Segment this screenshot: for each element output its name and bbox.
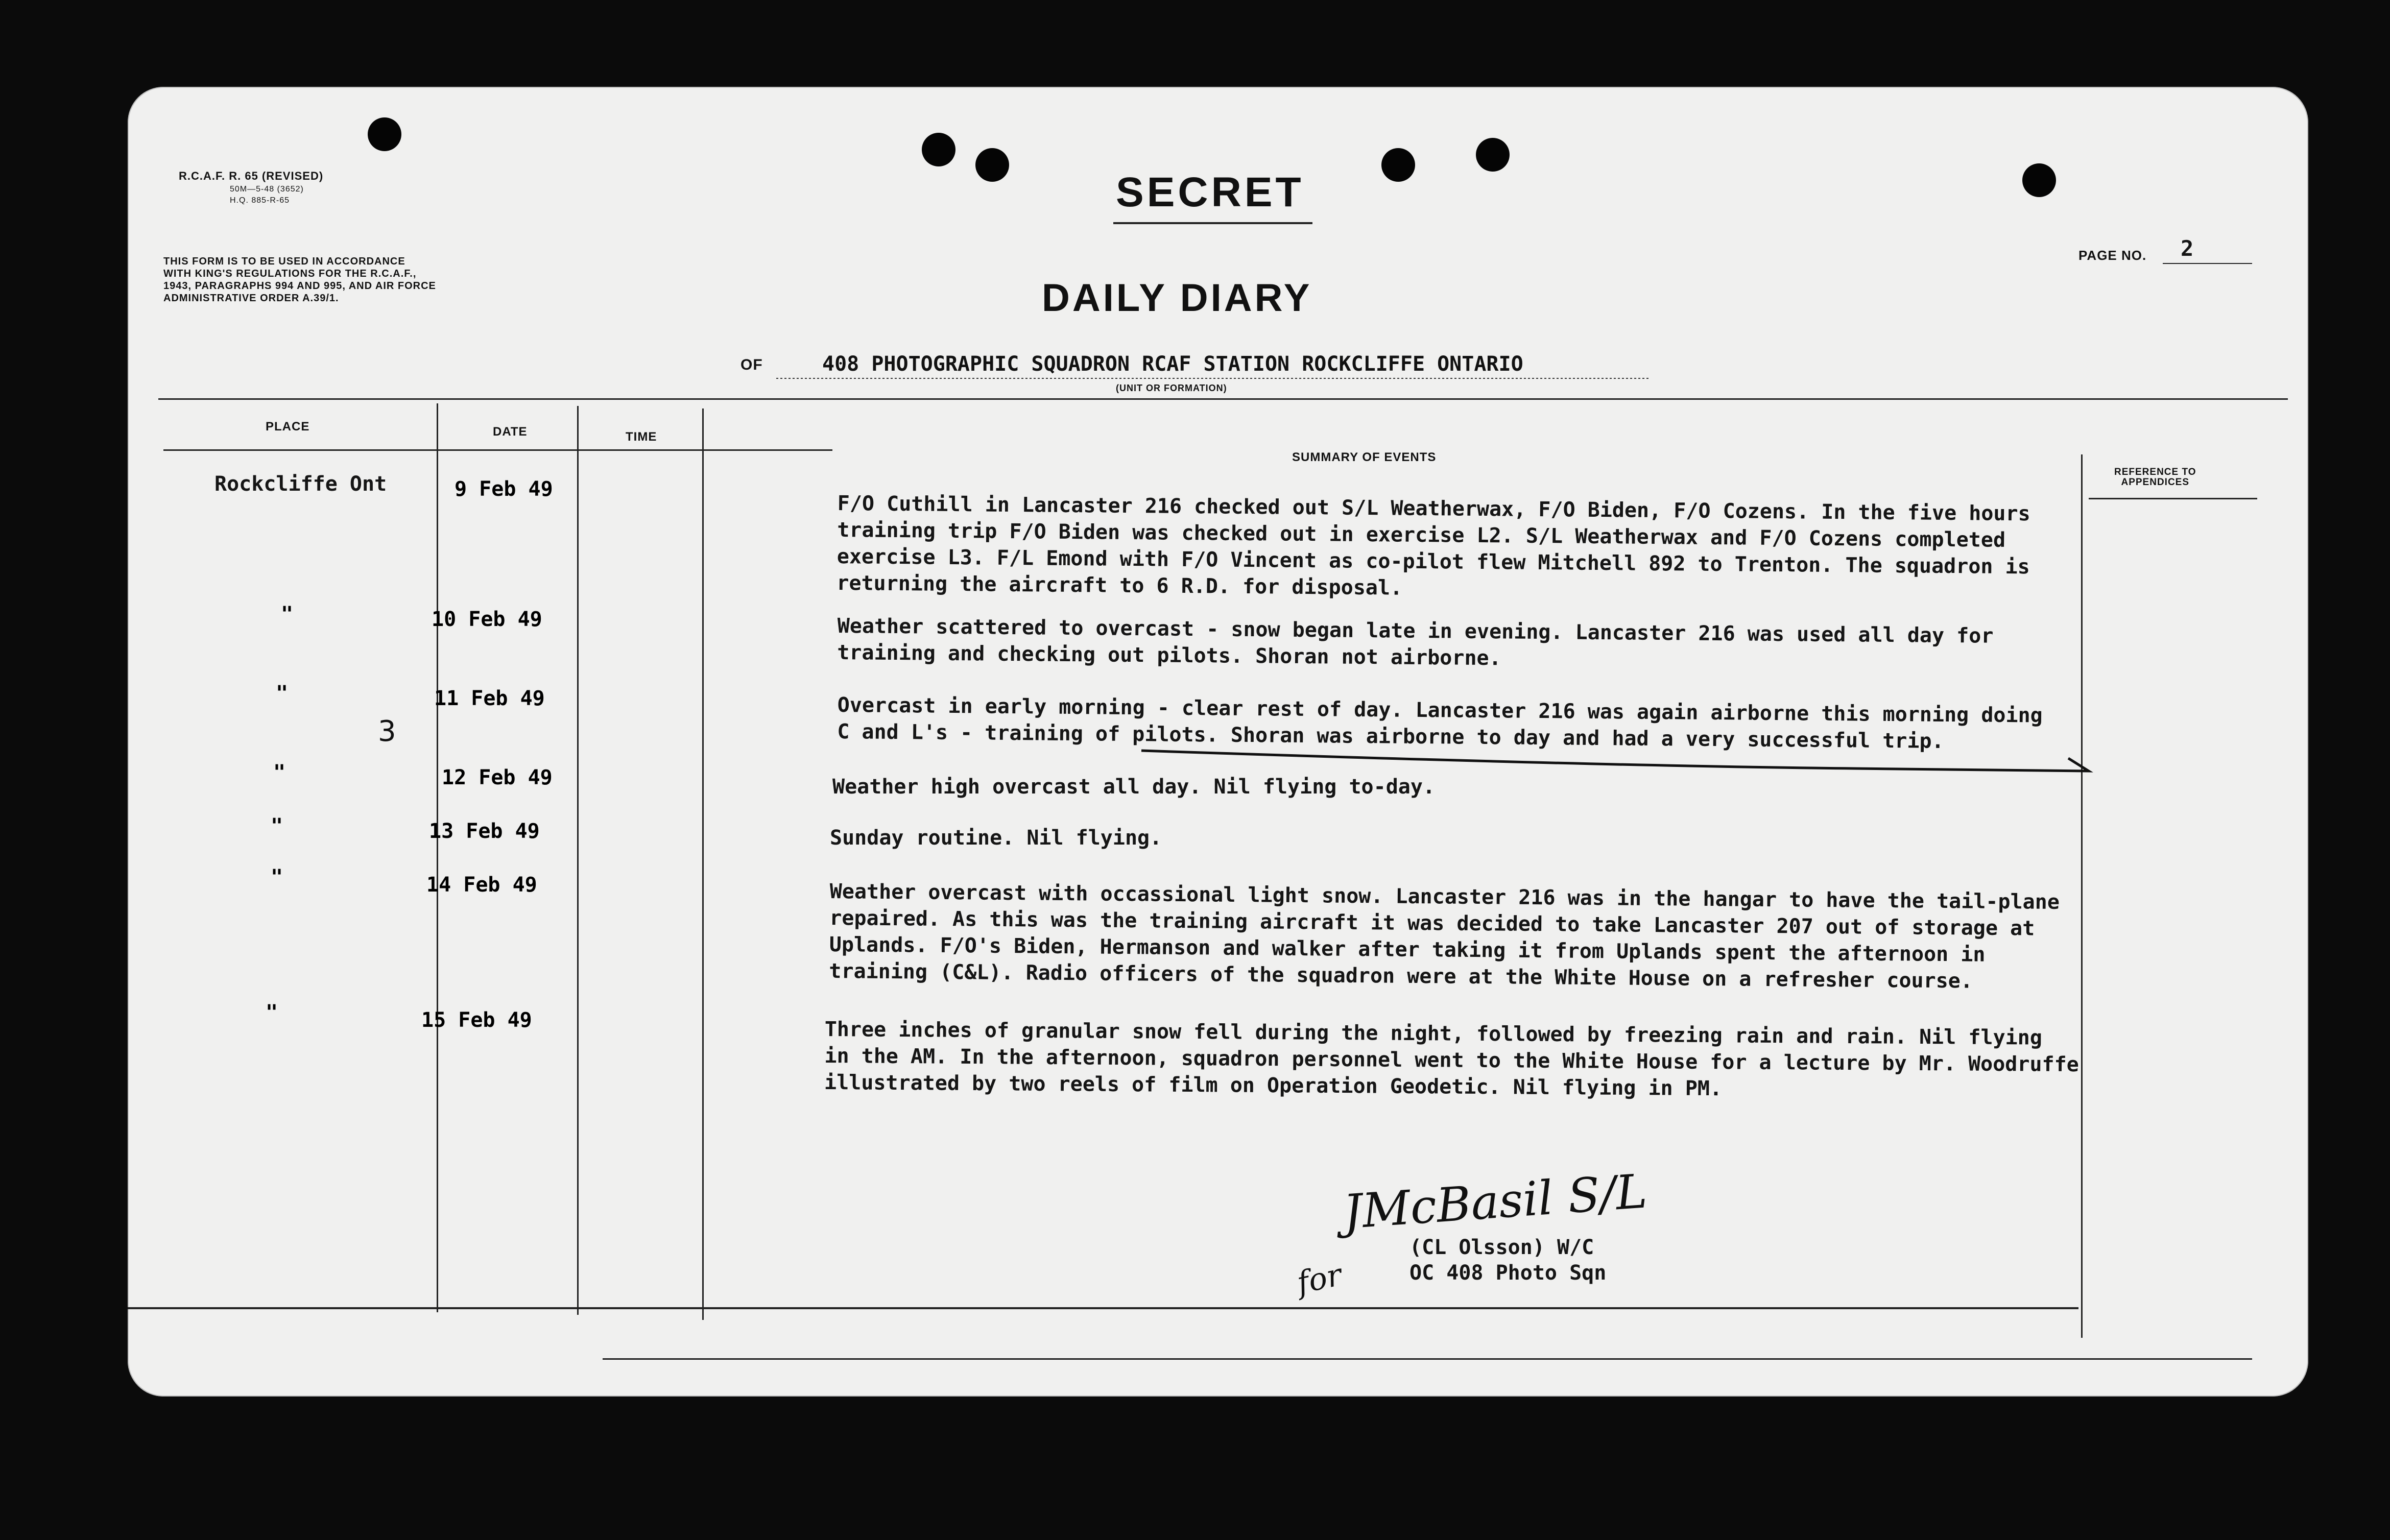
reference-header-rule — [2089, 498, 2257, 499]
summary-line: Weather high overcast all day. Nil flying to-day. — [832, 775, 1436, 799]
column-divider — [2081, 454, 2083, 1338]
ditto-mark: " — [281, 603, 294, 626]
page-number-line — [2163, 263, 2252, 264]
column-divider — [577, 406, 579, 1315]
classification-stamp: SECRET — [1116, 169, 1304, 215]
summary-line: F/O Cuthill in Lancaster 216 checked out S/L Weatherwax, F/O Biden, F/O Cozens. In the five hours — [837, 491, 2030, 526]
column-header-summary: SUMMARY OF EVENTS — [1292, 450, 1437, 464]
entry-summary — [836, 490, 2030, 607]
bottom-rule — [128, 1307, 2078, 1309]
page-number-label: PAGE NO. — [2078, 248, 2147, 263]
entry-summary — [829, 878, 2060, 995]
column-divider — [702, 408, 704, 1320]
punch-hole — [368, 117, 401, 151]
entry-date: 14 Feb 49 — [426, 873, 537, 897]
entry-date: 10 Feb 49 — [432, 608, 542, 631]
column-header-date: DATE — [493, 425, 528, 439]
unit-dotted-line — [776, 378, 1650, 379]
header-top-rule — [158, 398, 2288, 400]
classification-underline — [1113, 222, 1312, 224]
unit-caption: (UNIT OR FORMATION) — [1116, 383, 1227, 393]
punch-hole — [2022, 163, 2056, 197]
entry-summary — [837, 613, 1994, 676]
summary-line: training trip F/O Biden was checked out in exercise L2. S/L Weatherwax and F/O Cozens completed — [837, 518, 2006, 552]
diary-sheet — [128, 87, 2308, 1397]
column-header-reference — [2114, 467, 2196, 488]
handwritten-underline — [1139, 745, 2109, 776]
summary-line: Overcast in early morning - clear rest of day. Lancaster 216 was again airborne this morning doing — [837, 693, 2043, 728]
entry-summary — [830, 825, 1162, 851]
entry-date: 12 Feb 49 — [442, 766, 553, 789]
handwritten-signature: JMcBasil S/L — [1341, 1164, 1649, 1240]
summary-line: Three inches of granular snow fell during the night, followed by freezing rain and rain. Nil flying — [824, 1017, 2043, 1050]
ditto-mark: " — [266, 1001, 278, 1024]
column-header-time: TIME — [626, 430, 657, 444]
instruction-line: 1943, PARAGRAPHS 994 AND 995, AND AIR FORCE — [163, 280, 436, 292]
column-divider — [437, 403, 438, 1312]
summary-line: Weather scattered to overcast - snow began late in evening. Lancaster 216 was used all day for — [837, 614, 1994, 648]
form-number: R.C.A.F. R. 65 (REVISED) — [179, 170, 324, 182]
place-name: Rockcliffe Ont — [214, 472, 387, 496]
ditto-mark: " — [273, 761, 286, 784]
entry-date: 13 Feb 49 — [429, 820, 540, 843]
page-number: 2 — [2181, 236, 2194, 261]
punch-hole — [1476, 138, 1510, 172]
entry-summary — [824, 1016, 2079, 1104]
form-print-line: 50M—5-48 (3652) — [230, 185, 304, 194]
summary-line: Weather overcast with occassional light snow. Lancaster 216 was in the hangar to have the tail-plane — [829, 879, 2060, 915]
entry-summary — [832, 774, 1435, 800]
punch-hole — [922, 133, 955, 166]
of-label: OF — [740, 356, 763, 373]
form-reference — [179, 169, 323, 206]
instruction-line: ADMINISTRATIVE ORDER A.39/1. — [163, 293, 339, 304]
diary-title: DAILY DIARY — [1042, 276, 1312, 320]
reference-header-line: REFERENCE TO — [2114, 467, 2196, 477]
unit-name: 408 PHOTOGRAPHIC SQUADRON RCAF STATION ROCKCLIFFE ONTARIO — [822, 352, 1523, 376]
column-header-place: PLACE — [266, 420, 310, 434]
margin-note: 3 — [378, 715, 396, 748]
bottom-rule — [603, 1358, 2252, 1360]
summary-line: returning the aircraft to 6 R.D. for disposal. — [836, 571, 1403, 600]
summary-line: exercise L3. F/L Emond with F/O Vincent as co-pilot flew Mitchell 892 to Trenton. The squadron is — [836, 544, 2030, 579]
underline-stroke — [1141, 751, 2089, 771]
ditto-mark: " — [276, 682, 289, 705]
for-handwritten: for — [1294, 1257, 1345, 1302]
form-hq-line: H.Q. 885-R-65 — [230, 196, 290, 205]
instruction-line: WITH KING'S REGULATIONS FOR THE R.C.A.F., — [163, 268, 417, 279]
entry-date: 11 Feb 49 — [434, 687, 545, 710]
summary-line: Uplands. F/O's Biden, Hermanson and walker after taking it from Uplands spent the afternoon in — [829, 932, 1986, 967]
instruction-line: THIS FORM IS TO BE USED IN ACCORDANCE — [163, 256, 405, 267]
summary-line: training (C&L). Radio officers of the squadron were at the White House on a refresher course. — [829, 959, 1973, 993]
form-instruction — [163, 255, 436, 304]
summary-line: training and checking out pilots. Shoran not airborne. — [837, 640, 1501, 670]
summary-line: repaired. As this was the training aircraft it was decided to take Lancaster 207 out of storage at — [829, 906, 2035, 941]
signatory-name: (CL Olsson) W/C — [1409, 1236, 1594, 1259]
summary-line: Sunday routine. Nil flying. — [830, 826, 1162, 850]
summary-line: illustrated by two reels of film on Operation Geodetic. Nil flying in PM. — [824, 1070, 1723, 1101]
entry-date: 15 Feb 49 — [421, 1008, 532, 1032]
punch-hole — [975, 148, 1009, 182]
ditto-mark: " — [271, 865, 283, 889]
header-bottom-rule — [163, 449, 832, 451]
entry-date: 9 Feb 49 — [455, 477, 553, 501]
summary-line: in the AM. In the afternoon, squadron personnel went to the White House for a lecture by Mr. Woodruffe — [824, 1044, 2079, 1077]
summary-line: C and L's - training of pilots. Shoran was airborne to day and had a very successful trip. — [837, 719, 1944, 753]
reference-header-line: APPENDICES — [2121, 477, 2190, 488]
ditto-mark: " — [271, 814, 283, 838]
punch-hole — [1381, 148, 1415, 182]
signatory-title: OC 408 Photo Sqn — [1409, 1261, 1607, 1285]
